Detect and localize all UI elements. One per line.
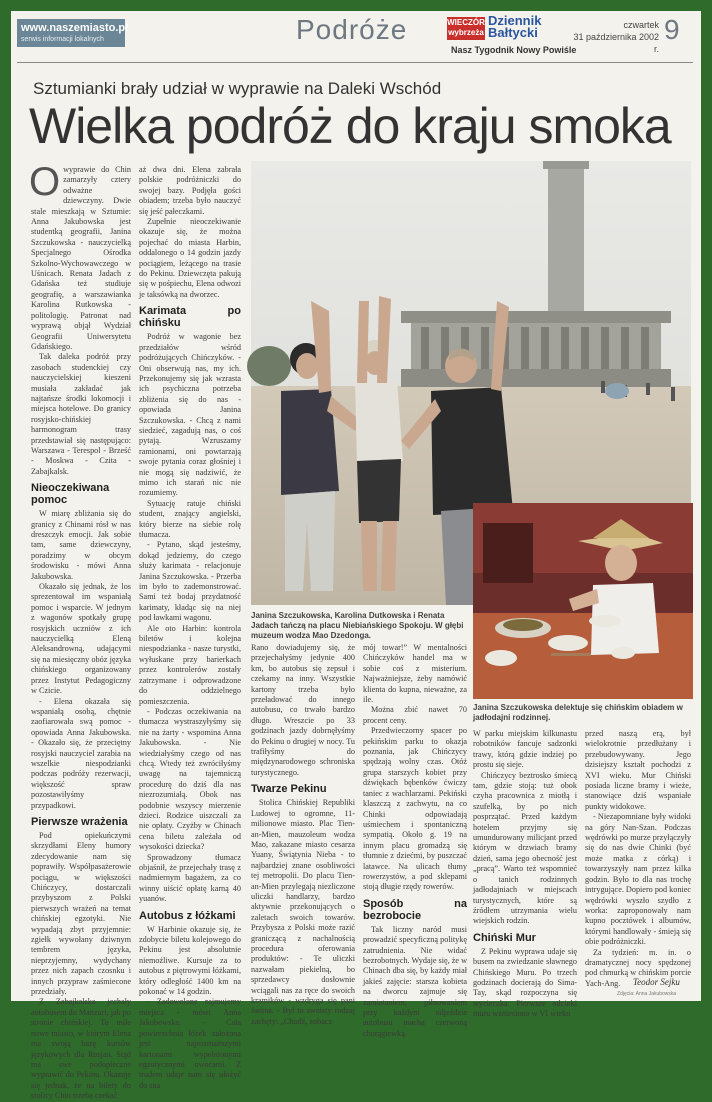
paragraph: Okazało się jednak, że los sprezentował im wspaniałą pomoc i wsparcie. W jednym z wagonów spotkały grupę rosyjskich uczniów z ich nauczycielką Eleną Aleksandrowną, udającymi się na miesięczny obóz języka chińskiego organizowany przez Instytut Pedagogiczny w Czicie. [31,582,131,696]
naszemiasto-logo[interactable] [17,19,129,47]
paragraph: - Pytano, skąd jesteśmy, dokąd jedziemy, do czego służy karimata - relacjonuje Janina Szczukowska. - Przerba im było to zademonstrować. Sami też bodaj przydatność karimaty, kładąc się na niej pod ławkami wagonu. [139,540,241,623]
paragraph: Z Pekinu wyprawa udaje się busem na zwiedzanie sławnego Chińskiego Muru. Po trzech godzinach docierają do Sima-Tay, skąd rozpoczyna się wycieczka. Pierwsze odcinki muru wzniesiono w VI wieku [473,946,577,1019]
paragraph: Chińczycy beztrosko śmiecą tam, gdzie stoją: tuż obok czyha pracownica z miotłą i szufelką, by po nich posprzątać. Przed każdym hotelem przyjmy się umundurowany milicjant przed którym w drzwiach bramy dzień, sama jego obecność jest „pracą”. Warto też wspomnieć o tanich rodzinnych jadłodajniach w miejscach turystycznych, które są źródłem utrzymania wielu wiejskich rodzin. [473,770,577,926]
subheading: Nieoczekiwana pomoc [31,482,110,507]
wieczor-logo: WIECZÓR wybrzeża [447,17,485,40]
date: 31 października 2002 r. [573,32,659,54]
dziennik-word: Dziennik [488,13,542,28]
column-4 [363,643,467,1038]
paragraph: przed naszą erą, był wielokrotnie przedłużany i przebudowywany. Jego dzisiejszy kształt pochodzi z XVI wieku. Mur Chiński posiada liczne bramy i wieże, stanowiące dziś wspaniałe punkty widokowe. [585,729,691,811]
page-header [11,11,701,63]
baltycki-word: Bałtycki [488,25,538,40]
subheading: Autobus z łóżkami [139,909,236,922]
column-2 [139,165,241,1090]
drop-cap: O [29,160,61,204]
paragraph: Rano dowiadujemy się, że przejechałyśmy jedynie 400 km, bo autobus się zepsuł i czekamy na inny. Wszystkie kartony trzeba było przeładować do innego autobusu, co trwało bardzo długo. Wreszcie po 33 godzinach jazdy dobrnęłyśmy do Pekinu o drugiej w nocy. Tu trafiłyśmy do międzynarodowego schroniska turystycznego. [251,643,355,777]
photo2-caption: Janina Szczukowska delektuje się chińskim obiadem w jadłodajni rodzinnej. [473,703,683,722]
site-url: www.naszemiasto.pl [21,22,129,34]
paragraph: Tak daleka podróż przy zasobach studenckiej czy nauczycielskiej kieszeni musiała zakładać jak najtańsze środki lokomocji i miejsca hotelowe. Do granicy rosyjsko-chińskiej harmonogram trasy przedstawiał się następująco: Warszawa - Terespol - Brześć - Moskwa - Czita - Zabajkalsk. [31,352,131,476]
paragraph: W parku miejskim kilkunastu robotników fancuje sadzonki trawy, którą gdzie indziej po prostu się sieje. [473,729,577,770]
dziennik-logo [488,15,541,39]
article-headline: Wielka podróż do kraju smoka [29,98,671,154]
paragraph: W Harbinie okazuje się, że zdobycie biletu kolejowego do Pekinu jest absolutnie niemożliwe. Kursuje za to autobus z piętrowymi łóżkami, który odległość 1400 km na pokonać w 14 godzin. [139,924,241,997]
paragraph: wyprawie do Chin zamarzyły cztery odważne dziewczyny. Dwie stale mieszkają w Sztumie: Anna Jakubowska jest studentką geografii, Janina Szczukowska - nauczycielką Specjalnego Ośrodka Szkolno-Wychowawczego w Uśnicach. Renata Jadach z Gdańska też studiuje geografię, a warszawianka Karolina Rutkowska - politologię. Patronat nad wyprawą objął Wydział Geografii Uniwersytetu Gdańskiego. [31,165,131,351]
photo-caption: Janina Szczukowska, Karolina Dutkowska i Renata Jadach tańczą na placu Niebiańskiego Spokoju. W głębi muzeum wodza Mao Dzedonga. [251,611,464,640]
site-subtitle: serwis informacji lokalnych [21,36,104,43]
paragraph: - Elena okazała się wspaniałą osobą, chętnie zaofiarowała swą pomoc - opowiada Anna Jakubowska. - Okazało się, że przeciętny rosyjski nauczyciel zarabia na wszelkie niespodzianki podczas podróży rezerwacji, większość spraw pozostawiłyśmy przypadkowi. [31,696,131,810]
paragraph: Zupełnie nieoczekiwanie okazuje się, że można pojechać do miasta Harbin, oddalonego o 14 godzin jazdy pociągiem, leżącego na trasie do Pekinu. Dziewczęta pakują się w pośpiechu, Elena odwozi je taksówką na dworzec. [139,217,241,299]
subheading: Twarze Pekinu [251,783,327,796]
paragraph: Przedwieczorny spacer po pekińskim parku to okazja poznania, jak Chińczycy spędzają wolny czas. Otóż grupa starszych kobiet przy dźwiękach bębenków ćwiczy taniec z wachlarzami. Pekiński klaszczą z zachwytu, na co Chinki odpowiadają uśmiechem i spontaniczną sympatią. Około g. 19 na innym placu gromadzą się tłumnie z dziećmi, by puszczać latawce. Na ulicach tłumy rowerzystów, a pod sklepami stoją długie rzędy rowerów. [363,726,467,892]
paragraph: Podróż w wagonie bez przedziałów wśród podróżujących Chińczyków. - Oni obserwują nas, my ich. Przekonujemy się jak wzrasta ich psychiczna potrzeba zbliżenia się do nas - opowiada Janina Szczukowska. - Chcą z nami siedzieć, zagadują nas, o coś pytają. Wzruszamy ramionami, oni powtarzają swoje pytania coraz głośniej i nie mogą się nadziwić, że mimo ich starań nic nie rozumiemy. [139,332,241,498]
paragraph: - Zadowolone zajmujemy miejsca - mówi Anna Jakubowska. - Cała powierzchnia łóżek założona jest najrozmaitszymi kartonami wypełnionymi egzotycznymi owocami. Z trudem udaje nam się ułożyć do sna [139,997,241,1090]
paragraph: Sytuację ratuje chiński student, znający angielski, który bierze na siebie rolę tłumacza. [139,498,241,539]
column-1 [29,160,131,1101]
paragraph: Można zbić nawet 70 procent ceny. [363,705,467,725]
subheading: Sposób na bezrobocie [363,897,467,922]
photo-credit: Zdjęcia: Anna Jakubowska [617,991,677,997]
paragraph: Sprowadzony tłumacz objaśnił, że przejechały trasę z nadmiernym bagażem, za co winny uiścić opłatę karną 40 yuanów. [139,852,241,904]
paragraph: Ale oto Harbin: kontrola biletów i kolejna niespodzianka - nasze turystki, wyłuskane przy barierkach przez kontrolerów zostały zatrzymane i odprowadzone do oddzielnego pomieszczenia. [139,623,241,706]
column-3 [251,643,355,1026]
paragraph: - Niezapomniane były widoki na góry Nan-Szan. Podczas wędrówki po murze przyłączyły się do nas dwie Chinki (być może matka z córką) i towarzyszyły nam przez kilka godzin. Było to dla nas trochę intrygujące. Dopiero pod koniec wędrówki wyszło szydło z worka: zaproponowały nam kupno pocztówek i albumów, którymi handlowały - śmieją się obie podróżniczki. [585,812,691,947]
author-signature: Teodor Sejku [633,977,680,987]
paragraph: mój towar!” W mentalności Chińczyków handel ma w sobie coś z misterium. Najważniejsze, żeby namówić klienta do kupna, nieważne, za ile. [363,643,467,705]
subheading: Pierwsze wrażenia [31,815,128,828]
subheading: Chiński Mur [473,931,536,944]
weekday: czwartek [623,20,659,30]
restaurant-photo [473,503,693,699]
page-number: 9 [664,14,680,45]
brand-logo [447,13,577,57]
paragraph: Tak liczny naród musi prowadzić specyficzną politykę zatrudnienia. Nie widać bezrobotnych. Wydaje się, że w Chinach dba się, by każdy miał jakieś zajęcie: starsza kobieta na dworcu zajmuje się zamiataniem, pilnowaniem przy każdym odjeździe autobusu macha czerwoną chorągiewką. [363,924,467,1038]
brand-tagline: Nasz Tygodnik Nowy Powiśle [451,45,577,55]
issue-date [571,19,659,55]
column-5 [473,729,577,1019]
paragraph: Z Zabajkalska jechały autobusem do Manzuri, jak po stronie chińskiej. To miłe nowe miasto, w którym Elena ma swoją bazę kursów językowych dla Rosjan. Stąd ma swe podopieczne wyprawić do Pekinu. Okazuje się jednak, że na bilety do stolicy Chin trzeba czekać [31,997,131,1101]
paragraph: Za tydzień: m. in. o dramatycznej nocy spędzonej pod chmurką w chińskim porcie Yach-Ang. [585,947,691,988]
header-rule [17,62,693,63]
subheading: Karimata po chińsku [139,305,241,330]
paragraph: Stolica Chińskiej Republiki Ludowej to ogromne, 11-milionowe miasto. Plac Tien-an-Mien, mauzoleum wodza Mao, zakazane miasto cesarza Yuany, Świątynia Nieba - to najbardziej znane osobliwości tej metropolii. Do placu Tien-an-Mien przylegają niezliczone uliczki handlarzy, bardzo aktywnie przekonujących o zaletach swoich towarów. Przybysza z Polski może razić graniczącą z nachalnością procedura oferowania produktów: - Te uliczki nazwałam piekielną, bo sprzedawcy dosłownie wciągali nas za ręce do swoich kramików - wzdryga się pani Janina. - Był to swoisty rodzaj zachęty: „Chodź, zobacz [251,798,355,1026]
article-kicker: Sztumianki brały udział w wyprawie na Daleki Wschód [33,79,442,98]
paragraph: W miarę zbliżania się do granicy z Chinami rósł w nas dreszczyk emocji. Jak sobie tam, same dziewczyny, poradzimy w obcym środowisku - mówi Anna Jakubowska. [31,509,131,581]
paragraph: - Podczas oczekiwania na tłumacza wystraszyłyśmy się nie na żarty - wspomina Anna Jakubowska. - Nie wiedziałyśmy czego od nas chcą. Wtedy też zwróciłyśmy uwagę na tajemniczą procedurę do dziś dla nas niezrozumiałą. Obok nas podobnie wszyscy mierzenie dzieci. Rodzice uiszczali za nie opłaty. Czyżby w Chinach cena biletu zależała od wysokości dziecka? [139,706,241,852]
paragraph: Pod opiekuńczymi skrzydłami Eleny humory zdecydowanie nam się poprawiły. Współpasażerowie pociągu, w większości Chińczycy, dostarczali przybyszom z Polski pierwszych wrażeń na temat chińskiej egzotyki. Nie wypadają zbyt przyjemnie: zgiełk wywołany dziwnym tembrem języka, nieprzyjemny, wydychany przez nich zapach czosnku i innych przypraw zaśmiecone przedziały. [31,830,131,997]
newspaper-page [11,11,701,1101]
paragraph: aż dwa dni. Elena zabrała polskie podróżniczki do swojej bazy. Podjęła gości obiadem; trzeba było nauczyć się jeść pałeczkami. [139,165,241,216]
section-title: Podróże [296,14,408,45]
